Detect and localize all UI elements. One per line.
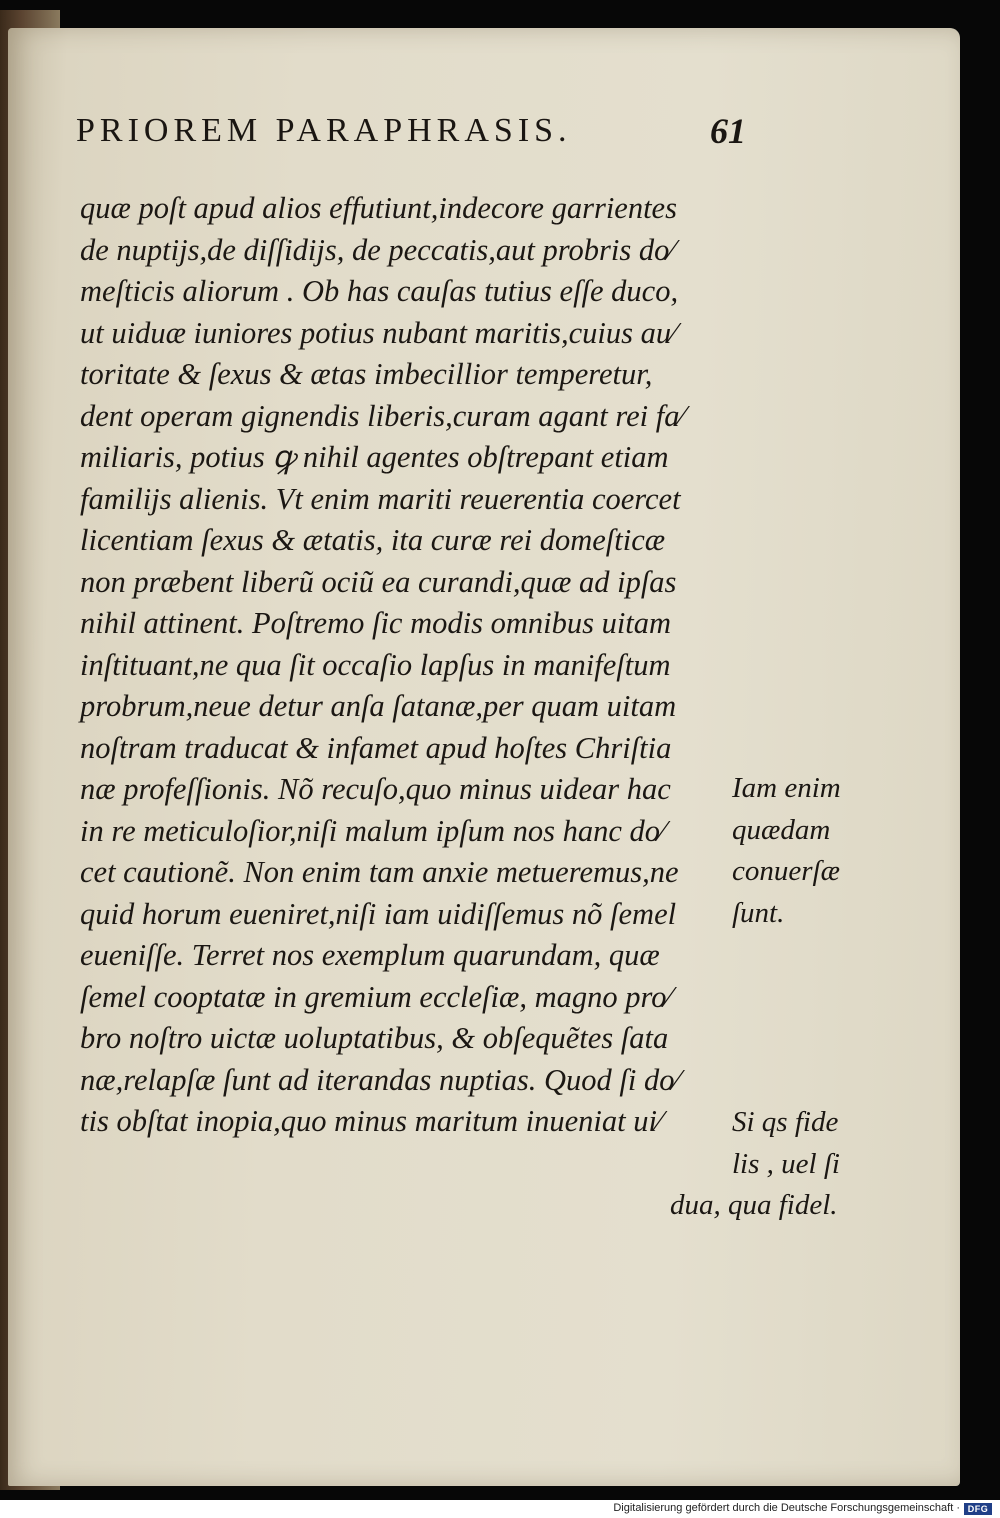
running-head	[76, 112, 776, 162]
page-number: 61	[710, 111, 746, 151]
footer-bar	[0, 1500, 1000, 1518]
text-line: næ,relapſæ ſunt ad iterandas nuptias. Quod ſi do⁄	[80, 1062, 680, 1097]
text-line: noſtram traducat & infamet apud hoſtes Chriſtia	[80, 730, 672, 765]
text-line: ut uiduæ iuniores potius nubant maritis,cuius au⁄	[80, 315, 677, 350]
text-line: de nuptijs,de diſſidijs, de peccatis,aut probris do⁄	[80, 232, 675, 267]
margin-note-line: dua, qua fidel.	[670, 1189, 838, 1221]
body-text	[80, 188, 728, 1143]
text-line: tis obſtat inopia,quo minus maritum inueniat ui⁄	[80, 1104, 663, 1138]
text-line: cet cautionẽ. Non enim tam anxie metueremus,ne	[80, 855, 679, 889]
text-line: eueniſſe. Terret nos exemplum quarundam, quæ	[80, 938, 660, 972]
text-line: bro noſtro uictæ uoluptatibus, & obſequẽtes ſata	[80, 1021, 669, 1055]
text-line: næ profeſſionis. Nõ recuſo,quo minus uidear hac	[80, 772, 671, 806]
running-title: PRIOREM PARAPHRASIS.	[76, 112, 572, 149]
text-line: nihil attinent. Poſtremo ſic modis omnibus uitam	[80, 606, 672, 640]
text-line: probrum,neue detur anſa ſatanæ,per quam uitam	[80, 689, 677, 723]
text-line: miliaris, potius ꝙ nihil agentes obſtrepant etiam	[80, 440, 669, 474]
dfg-logo: DFG	[964, 1503, 992, 1515]
margin-note-line: Iam enim	[732, 772, 841, 804]
margin-note-line: ſunt.	[732, 896, 785, 929]
margin-note-line: Si qs fide	[732, 1106, 839, 1138]
margin-note	[732, 768, 872, 934]
text-line: in re meticuloſior,niſi malum ipſum nos hanc do⁄	[80, 813, 666, 848]
text-line: ſemel cooptatæ in gremium eccleſiæ, magno pro⁄	[80, 979, 672, 1014]
text-line: quæ poſt apud alios effutiunt,indecore garrientes	[80, 191, 677, 225]
text-line: toritate & ſexus & ætas imbecillior temperetur,	[80, 357, 653, 391]
margin-note-line: lis , uel ſi	[732, 1147, 840, 1180]
margin-note	[670, 1102, 872, 1227]
text-line: licentiam ſexus & ætatis, ita curæ rei domeſticæ	[80, 523, 666, 557]
margin-note-line: quædam	[732, 813, 831, 846]
text-line: quid horum eueniret,niſi iam uidiſſemus nõ ſemel	[80, 896, 677, 931]
text-line: inſtituant,ne qua ſit occaſio lapſus in manifeſtum	[80, 647, 671, 682]
funding-credit: Digitalisierung gefördert durch die Deutsche Forschungsgemeinschaft ·	[613, 1502, 960, 1514]
text-line: familijs alienis. Vt enim mariti reuerentia coercet	[80, 481, 681, 516]
margin-note-line: conuerſæ	[732, 855, 840, 887]
text-line: meſticis aliorum . Ob has cauſas tutius eſſe duco,	[80, 274, 679, 308]
text-line: non præbent liberũ ociũ ea curandi,quæ ad ipſas	[80, 564, 677, 599]
text-line: dent operam gignendis liberis,curam agant rei fa⁄	[80, 398, 685, 433]
